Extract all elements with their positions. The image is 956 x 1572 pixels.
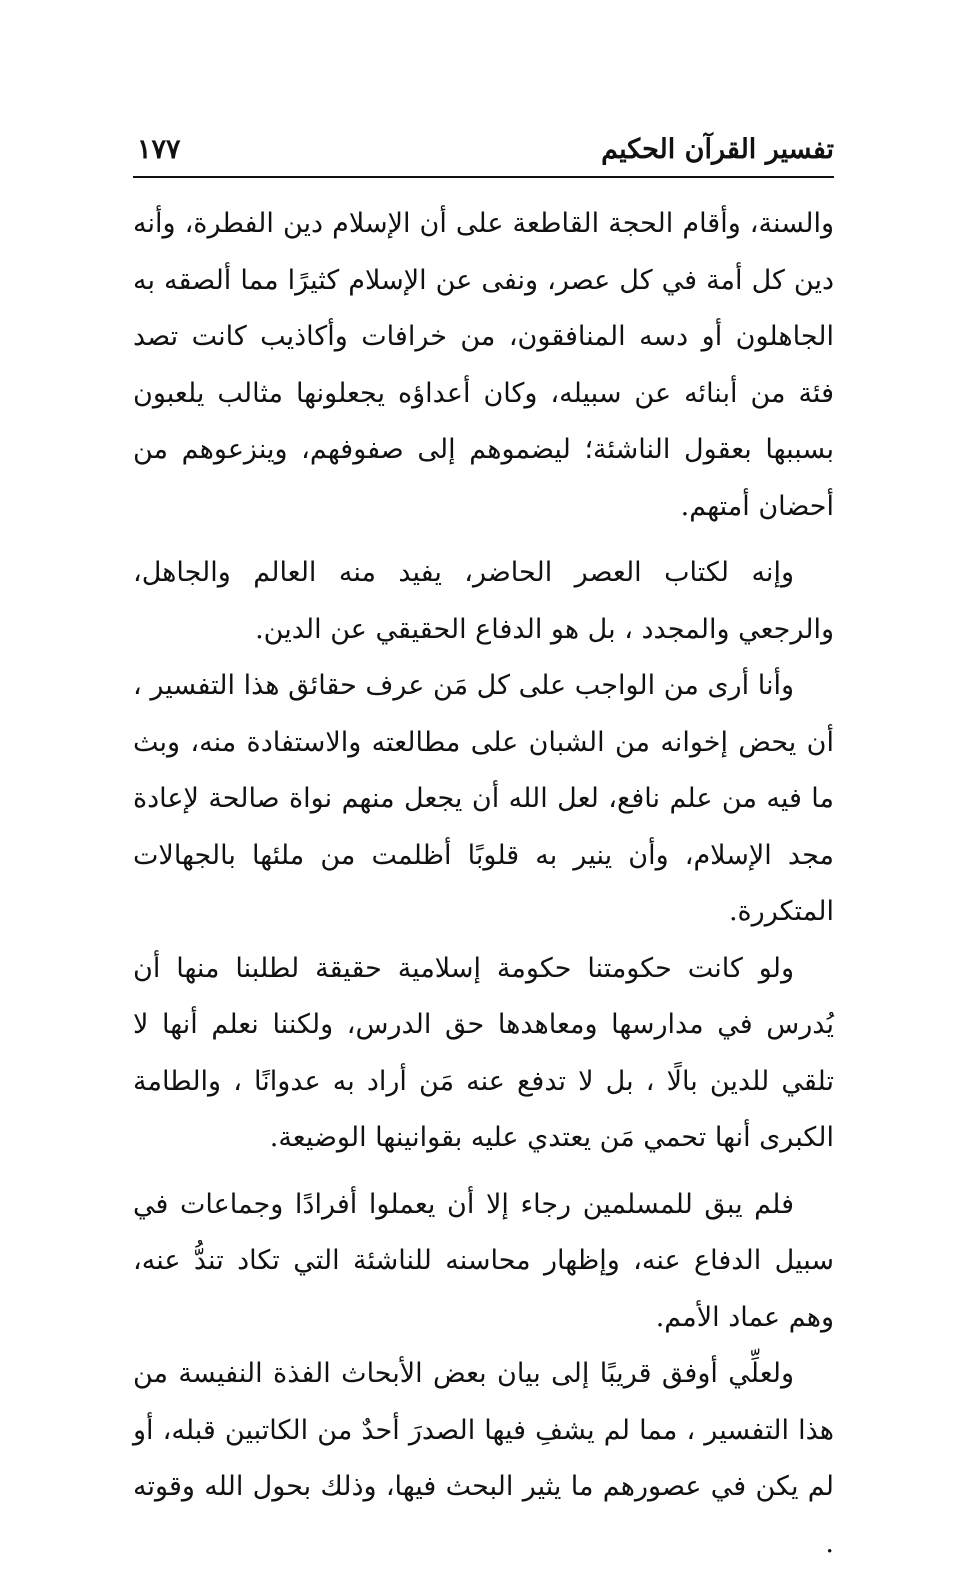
running-title: تفسير القرآن الحكيم [601, 134, 834, 165]
paragraph: ولعلِّي أوفق قريبًا إلى بيان بعض الأبحاث الفذة النفيسة من هذا التفسير ، مما لم يشفِ فيها الصدرَ أحدٌ من الكاتبين قبله، أو لم يكن في عصورهم ما يثير البحث فيها، وذلك بحول الله وقوته . [133, 1358, 834, 1559]
paragraph: وأنا أرى من الواجب على كل مَن عرف حقائق هذا التفسير ، أن يحض إخوانه من الشبان على مطالعته والاستفادة منه، وبث ما فيه من علم نافع، لعل الله أن يجعل منهم نواة صالحة لإعادة مجد الإسلام، وأن ينير به قلوبًا أظلمت من ملئها بالجهالات المتكررة. [133, 670, 834, 927]
paragraph: ولو كانت حكومتنا حكومة إسلامية حقيقة لطلبنا منها أن يُدرس في مدارسها ومعاهدها حق الدرس، ولكننا نعلم أنها لا تلقي للدين بالًا ، بل لا تدفع عنه مَن أراد به عدوانًا ، والطامة الكبرى أنها تحمي مَن يعتدي عليه بقوانينها الوضيعة. [133, 952, 834, 1153]
header-rule [133, 176, 834, 178]
paragraph: فلم يبق للمسلمين رجاء إلا أن يعملوا أفرادًا وجماعات في سبيل الدفاع عنه، وإظهار محاسنه للناشئة التي تكاد تندُّ عنه، وهم عماد الأمم. [133, 1188, 834, 1333]
page-header [133, 128, 834, 174]
paragraph: وإنه لكتاب العصر الحاضر، يفيد منه العالم والجاهل، والرجعي والمجدد ، بل هو الدفاع الحقيقي عن الدين. [133, 557, 834, 645]
page-number: ١٧٧ [137, 134, 181, 165]
paragraph: والسنة، وأقام الحجة القاطعة على أن الإسلام دين الفطرة، وأنه دين كل أمة في كل عصر، ونفى عن الإسلام كثيرًا مما ألصقه به الجاهلون أو دسه المنافقون، من خرافات وأكاذيب كانت تصد فئة من أبنائه عن سبيله، وكان أعداؤه يجعلونها مثالب يلعبون بسببها بعقول الناشئة؛ ليضموهم إلى صفوفهم، وينزعوهم من أحضان أمتهم. [133, 208, 834, 522]
body-text [133, 196, 834, 1572]
